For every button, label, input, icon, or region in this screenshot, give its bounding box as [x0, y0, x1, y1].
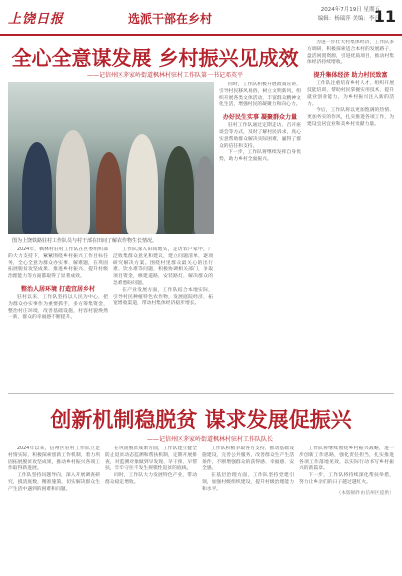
article-2-source-note: （本版稿件由信州区提供）: [336, 490, 394, 496]
paragraph: 今后，工作队将以更加饱满的热情、更加务实的作风，扎实推进各项工作，为建设宜居宜业和美乡村贡献力量。: [307, 108, 394, 127]
section-title: 选派干部在乡村: [128, 12, 213, 26]
paragraph: 2024年，枫林村驻村工作队在区委组织部的大力支持下，紧紧围绕乡村振兴工作目标任务，全心全意为群众办实事、解难题，在巩固拓展脱贫攻坚成果、推进乡村振兴、提升村级治理能力等方面都取得了显著成效。: [8, 247, 108, 280]
article-2-headline: 创新机制稳脱贫 谋求发展促振兴: [50, 408, 352, 432]
photo-caption: 图为上饶铁路驻村工作队员与村干部在田间了解农作物生长情况。: [12, 238, 158, 244]
article-1-column-3: [219, 82, 301, 389]
issue-info: [262, 6, 380, 24]
paragraph: 2024年以来，信州区驻村工作队立足村情实际，积极探索创新工作机制，着力巩固拓展脱贫攻坚成果，推动乡村振兴各项工作取得新进展。: [8, 446, 100, 472]
paragraph: 工作队坚持问题导向，深入开展调查研究，摸清底数，精准施策，切实解决群众生产生活中遇到的困难和问题。: [8, 473, 100, 492]
paragraph: 为进一步壮大村集体经济，工作队多方调研，积极探索适合本村的发展路子，盘活闲置资源，引进优质项目，推动村集体经济持续增收。: [307, 40, 394, 66]
article-2-column-2: [105, 446, 197, 572]
article-2-column-3: [202, 446, 294, 572]
article-2-subhead: ——记信州区茅家岭街道枫林村驻村工作队队长: [146, 436, 273, 443]
article-1-section-head-1: 整治人居环境 打造宜居乡村: [20, 285, 96, 293]
paragraph: 下一步，工作队将持续深化帮扶举措，努力让乡亲们的日子越过越红火。: [299, 473, 394, 485]
article-2-column-4: [299, 446, 394, 572]
paragraph: 下一步，工作队将继续发挥自身优势，助力乡村全面振兴。: [219, 150, 301, 163]
article-1-subhead: ——记信州区茅家岭街道枫林村驻村工作队第一书记邓英平: [86, 72, 243, 79]
newspaper-logo: 上饶日报: [8, 12, 65, 27]
paragraph: 工作队积极争取各方支持，推动基础设施建设，完善公共服务，改善群众生产生活条件，不断增强群众的获得感、幸福感、安全感。: [202, 446, 294, 472]
paragraph: 在产业发展方面，工作队结合本地实际，引导村民种植特色农作物，发展庭院经济，拓宽增收渠道，带动村集体经济稳步增长。: [113, 287, 213, 307]
page-number: 11: [373, 7, 396, 26]
paragraph: 驻村以来，工作队坚持以人民为中心，把为群众办实事作为重要抓手，多方筹集资金，整治村庄环境，改善基础设施，村容村貌焕然一新，群众的幸福感不断提升。: [8, 294, 108, 321]
article-2-column-1: [8, 446, 100, 572]
paragraph: 同时，工作队积极开展政策宣讲，引导村民移风易俗，树立文明新风，组织开展各类文体活动，丰富群众精神文化生活，增强村民的凝聚力和向心力。: [219, 82, 301, 108]
article-1-section-head-3: 提升集体经济 助力村民致富: [313, 72, 388, 80]
article-1-section-head-2: 办好民生实事 凝聚群众力量: [222, 114, 298, 122]
article-1-headline: 全心全意谋发展 乡村振兴见成效: [11, 46, 299, 70]
article-1-photo: [8, 82, 214, 234]
issue-date: 2024年7月19日 星期五: [320, 7, 380, 13]
paragraph: 工作队深入田间地头，走访农户家中，广泛收集群众意见和建议，建立问题清单，逐项研究解决方案。围绕村里群众最关心的出行难、饮水难等问题，积极协调相关部门，争取项目资金，修建道路，安装路灯，解决群众的急难愁盼问题。: [113, 247, 213, 286]
article-divider: [8, 393, 394, 394]
article-1-column-2: [113, 247, 213, 389]
article-1-column-4: [307, 40, 394, 389]
paragraph: 工作队将继续围绕乡村振兴战略，进一步创新工作思路，强化责任担当，扎实推进各项工作落地见效，以实际行动书写乡村振兴的新篇章。: [299, 446, 394, 472]
paragraph: 驻村工作队通过定期走访、召开座谈会等方式，及时了解村民诉求，真心实意帮助群众解决实际困难，赢得了群众的信任和支持。: [219, 123, 301, 149]
article-1-column-1: [8, 247, 108, 389]
paragraph: 工作队注重培育乡村人才，组织开展技能培训，帮助村民掌握实用技术，提升就业创业能力，为乡村振兴注入新的活力。: [307, 81, 394, 107]
issue-editors: 编辑：杨瑞萍 美编：李凡: [317, 16, 380, 22]
paragraph: 在基层治理方面，工作队坚持党建引领，加强村级组织建设，提升村级治理能力和水平。: [202, 473, 294, 492]
masthead: [0, 0, 402, 36]
paragraph: 在巩固脱贫成果方面，工作队建立健全防止返贫动态监测和帮扶机制，定期开展排查，对监测对象做到早发现、早干预、早帮扶，牢牢守住不发生规模性返贫的底线。: [105, 446, 197, 472]
paragraph: 同时，工作队大力发展特色产业，带动群众稳定增收。: [105, 473, 197, 485]
